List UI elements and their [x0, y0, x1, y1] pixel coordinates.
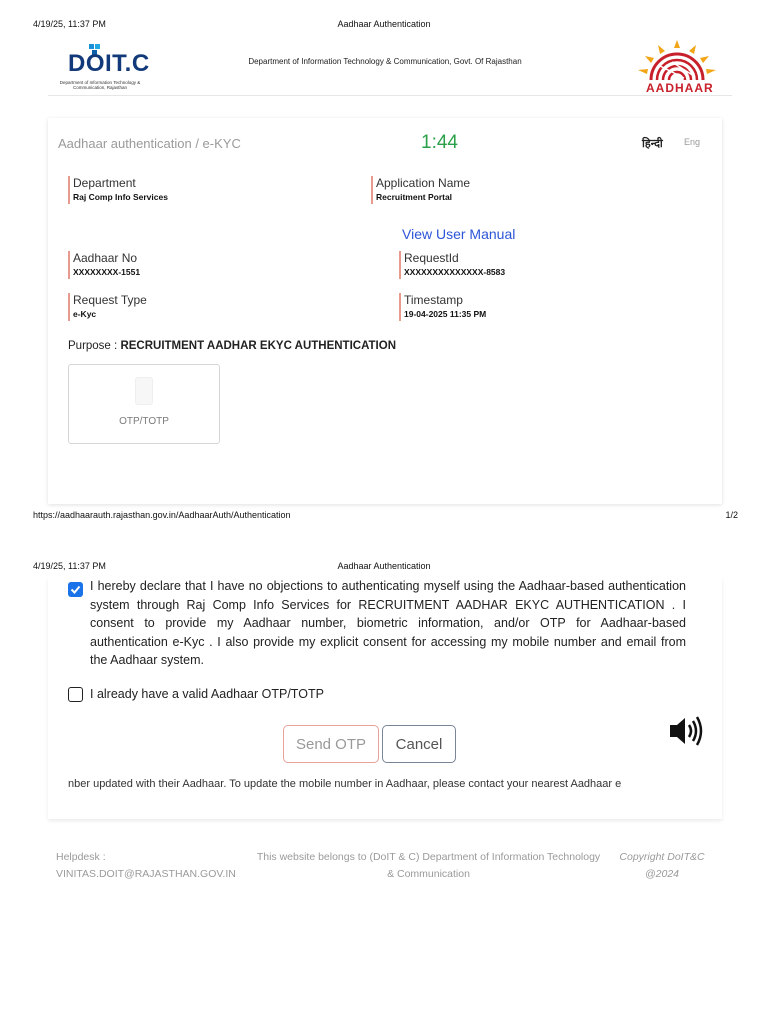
- department-line: Department of Information Technology & Communication, Govt. Of Rajasthan: [248, 57, 522, 66]
- application-name-value: Recruitment Portal: [376, 192, 453, 202]
- doit-logo[interactable]: [52, 44, 148, 94]
- application-name-label: Application Name: [376, 176, 471, 190]
- view-user-manual-link[interactable]: View User Manual: [402, 226, 516, 242]
- request-id-value: XXXXXXXXXXXXXX-8583: [404, 267, 506, 277]
- otp-totp-label: OTP/TOTP: [119, 416, 169, 427]
- purpose-value: RECRUITMENT AADHAR EKYC AUTHENTICATION: [120, 340, 396, 352]
- page-footer: [56, 849, 716, 889]
- doit-logo-subtitle: Department of Information Technology & Communication, Rajasthan: [59, 80, 141, 90]
- aadhaar-no-value: XXXXXXXX-1551: [73, 267, 141, 277]
- breadcrumb: Aadhaar authentication / e-KYC: [58, 136, 241, 151]
- cancel-button[interactable]: Cancel: [382, 725, 456, 763]
- consent-card: [48, 577, 722, 819]
- aadhaar-sun-fingerprint-icon: [634, 40, 720, 84]
- doit-logo-text: DOIT.C: [68, 50, 150, 77]
- timestamp-field: [399, 293, 486, 321]
- request-id-field: [399, 251, 505, 279]
- print-datetime-page2: 4/19/25, 11:37 PM: [33, 561, 106, 571]
- print-title: Aadhaar Authentication: [337, 19, 431, 29]
- helpdesk-label: Helpdesk :: [56, 851, 106, 863]
- site-header: [48, 40, 732, 96]
- department-label: Department: [73, 176, 136, 190]
- helpdesk: [56, 849, 256, 883]
- request-id-label: RequestId: [404, 251, 459, 265]
- request-type-value: e-Kyc: [73, 309, 97, 319]
- info-marquee: nber updated with their Aadhaar. To update the mobile number in Aadhaar, please contact your nearest Aadhaar e: [68, 778, 622, 790]
- auth-card: [48, 118, 722, 504]
- department-value: Raj Comp Info Services: [73, 192, 168, 202]
- copyright-notice: Copyright DoIT&C @2024: [619, 851, 705, 880]
- otp-totp-option[interactable]: [68, 364, 220, 444]
- countdown-timer: 1:44: [421, 132, 458, 153]
- purpose-line: [68, 340, 396, 352]
- language-hindi-toggle[interactable]: हिन्दी: [642, 138, 663, 150]
- speaker-audio-icon[interactable]: [668, 713, 704, 749]
- ownership-notice: This website belongs to (DoIT & C) Department of Information Technology & Communication: [256, 851, 601, 880]
- application-name-field: [371, 176, 470, 204]
- timestamp-label: Timestamp: [404, 293, 463, 307]
- purpose-label: Purpose :: [68, 340, 118, 352]
- valid-otp-checkbox-label[interactable]: I already have a valid Aadhaar OTP/TOTP: [90, 687, 324, 701]
- consent-declaration-text: I hereby declare that I have no objections to authenticating myself using the Aadhaar-based authentication system through Raj Comp Info Services for RECRUITMENT AADHAR EKYC AUTHENTICATION . I consent to provide my Aadhaar number, biometric information, and/or OTP for Aadhaar-based authentication e-Kyc . I also provide my explicit consent for accessing my mobile number and email from the Aadhaar system.: [90, 579, 686, 668]
- print-title-page2: Aadhaar Authentication: [337, 561, 431, 571]
- aadhaar-no-label: Aadhaar No: [73, 251, 138, 265]
- send-otp-button[interactable]: Send OTP: [283, 725, 379, 763]
- consent-checkbox[interactable]: [68, 582, 83, 597]
- timestamp-value: 19-04-2025 11:35 PM: [404, 309, 487, 319]
- aadhaar-logo-text: AADHAAR: [646, 81, 714, 95]
- print-url: https://aadhaarauth.rajasthan.gov.in/AadhaarAuth/Authentication: [33, 510, 291, 520]
- valid-otp-checkbox[interactable]: [68, 687, 83, 702]
- helpdesk-email[interactable]: VINITAS.DOIT@RAJASTHAN.GOV.IN: [56, 868, 236, 880]
- department-field: [68, 176, 168, 204]
- mobile-phone-icon: [135, 377, 153, 405]
- print-datetime: 4/19/25, 11:37 PM: [33, 19, 106, 29]
- checkmark-icon: [70, 584, 81, 595]
- print-page-number: 1/2: [725, 510, 738, 520]
- aadhaar-no-field: [68, 251, 140, 279]
- request-type-label: Request Type: [73, 293, 147, 307]
- request-type-field: [68, 293, 147, 321]
- language-english-toggle[interactable]: Eng: [684, 137, 701, 147]
- aadhaar-logo: [634, 40, 720, 96]
